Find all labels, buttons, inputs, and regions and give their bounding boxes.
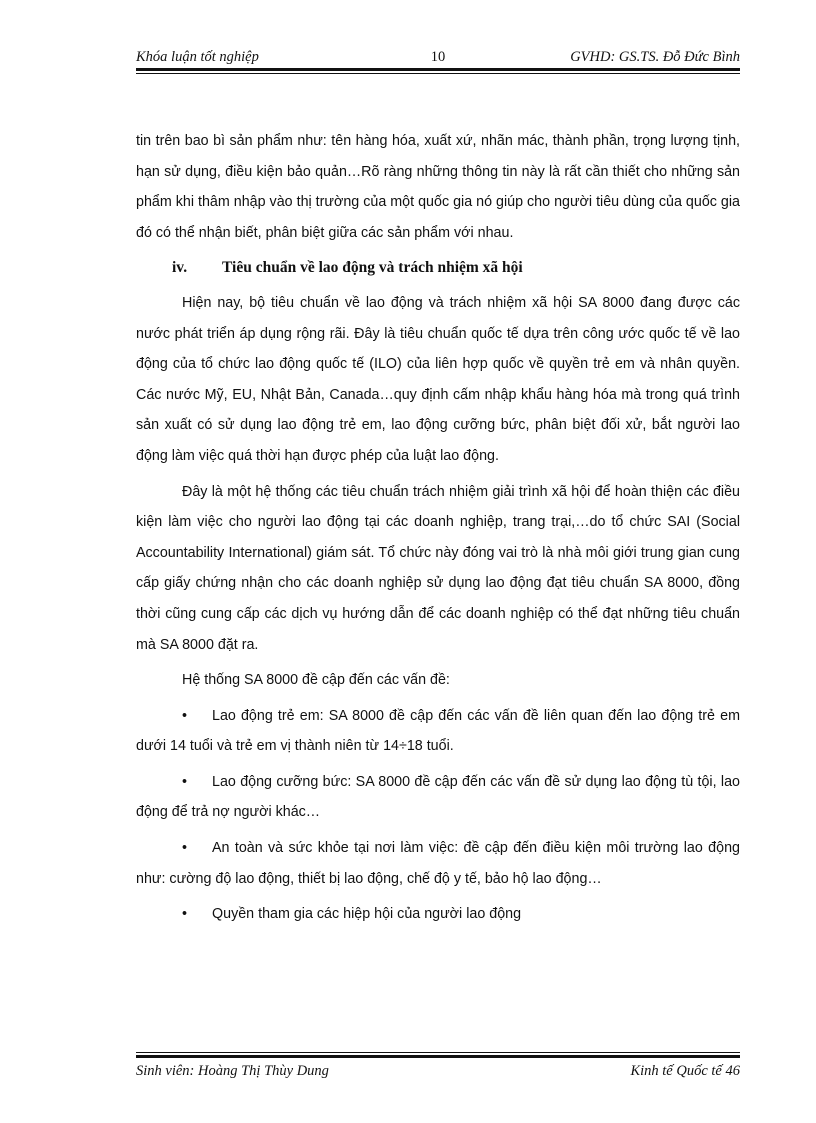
section-heading-number: iv. bbox=[172, 259, 188, 277]
list-item-text: Quyền tham gia các hiệp hội của người lao động bbox=[212, 906, 522, 923]
page-body bbox=[136, 126, 740, 935]
footer-rule-thin bbox=[136, 1052, 740, 1053]
bullet-icon: • bbox=[182, 773, 188, 790]
page-number: 10 bbox=[430, 49, 446, 65]
list-item bbox=[136, 899, 740, 930]
bullet-icon: • bbox=[182, 707, 188, 724]
list-item-text: Lao động cưỡng bức: SA 8000 đề cập đến các vấn đề sử dụng lao động tù tội, lao động để trả nợ người khác… bbox=[136, 773, 740, 821]
list-item bbox=[136, 833, 740, 894]
header-advisor: GVHD: GS.TS. Đỗ Đức Bình bbox=[570, 49, 740, 65]
paragraph-continued: tin trên bao bì sản phẩm như: tên hàng hóa, xuất xứ, nhãn mác, thành phần, trọng lượng tịnh, hạn sử dụng, điều kiện bảo quản…Rõ ràng những thông tin này là rất cần thiết cho những sản phẩm khi thâm nhập vào thị trường của một quốc gia nó giúp cho người tiêu dùng của quốc gia đó có thể nhận biết, phân biệt giữa các sản phẩm với nhau. bbox=[136, 133, 740, 241]
section-heading-text: Tiêu chuẩn về lao động và trách nhiệm xã hội bbox=[222, 259, 523, 277]
paragraph-2: Đây là một hệ thống các tiêu chuẩn trách nhiệm giải trình xã hội để hoàn thiện các điều kiện làm việc cho người lao động tại các doanh nghiệp, trang trại,…do tổ chức SAI (Social Accountability International) giám sát. Tổ chức này đóng vai trò là nhà môi giới trung gian cung cấp giấy chứng nhận cho các doanh nghiệp sử dụng lao động đạt tiêu chuẩn SA 8000, đồng thời cũng cung cấp các dịch vụ hướng dẫn để các doanh nghiệp có thể đạt những tiêu chuẩn mà SA 8000 đặt ra. bbox=[136, 483, 740, 653]
footer-rule-thick bbox=[136, 1055, 740, 1058]
list-item-text: An toàn và sức khỏe tại nơi làm việc: đề cập đến điều kiện môi trường lao động như: cường độ lao động, thiết bị lao động, chế độ y tế, bảo hộ lao động… bbox=[136, 840, 740, 887]
bullet-icon: • bbox=[182, 840, 188, 857]
paragraph-1: Hiện nay, bộ tiêu chuẩn về lao động và trách nhiệm xã hội SA 8000 đang được các nước phát triển áp dụng rộng rãi. Đây là tiêu chuẩn quốc tế dựa trên công ước quốc tế về lao động của tổ chức lao động quốc tế (ILO) của liên hợp quốc về quyền trẻ em và nhân quyền. Các nước Mỹ, EU, Nhật Bản, Canada…quy định cấm nhập khẩu hàng hóa mà trong quá trình sản xuất có sử dụng lao động trẻ em, lao động cưỡng bức, phân biệt đối xử, bắt người lao động làm việc quá thời hạn được phép của luật lao động. bbox=[136, 294, 740, 464]
page-footer bbox=[136, 1063, 740, 1085]
header-thesis-label: Khóa luận tốt nghiệp bbox=[136, 49, 259, 65]
header-rule-thin bbox=[136, 73, 740, 74]
footer-student: Sinh viên: Hoàng Thị Thùy Dung bbox=[136, 1063, 329, 1079]
list-item bbox=[136, 701, 740, 762]
list-item bbox=[136, 767, 740, 828]
paragraph-3: Hệ thống SA 8000 đề cập đến các vấn đề: bbox=[182, 672, 450, 689]
section-heading bbox=[136, 253, 740, 284]
footer-program: Kinh tế Quốc tế 46 bbox=[630, 1063, 740, 1079]
list-item-text: Lao động trẻ em: SA 8000 đề cập đến các vấn đề liên quan đến lao động trẻ em dưới 14 tuổi và trẻ em vị thành niên từ 14÷18 tuổi. bbox=[136, 707, 740, 755]
bullet-icon: • bbox=[182, 906, 188, 923]
header-rule-thick bbox=[136, 68, 740, 71]
